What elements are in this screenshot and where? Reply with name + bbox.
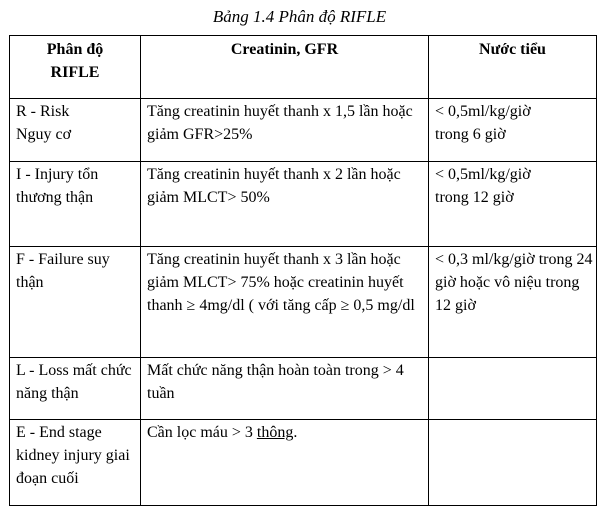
rifle-table bbox=[9, 35, 597, 506]
table-row-loss bbox=[10, 358, 597, 420]
cell-urine: < 0,5ml/kg/giờ trong 12 giờ bbox=[429, 162, 597, 247]
cell-urine bbox=[429, 358, 597, 420]
cell-grade: R - Risk Nguy cơ bbox=[10, 99, 141, 162]
cell-urine bbox=[429, 420, 597, 506]
table-header-row bbox=[10, 36, 597, 99]
cell-urine: < 0,3 ml/kg/giờ trong 24 giờ hoặc vô niệu trong 12 giờ bbox=[429, 247, 597, 358]
header-creatinin: Creatinin, GFR bbox=[141, 36, 429, 99]
cell-creatinin: Tăng creatinin huyết thanh x 1,5 lần hoặc giảm GFR>25% bbox=[141, 99, 429, 162]
cell-creatinin: Tăng creatinin huyết thanh x 2 lần hoặc giảm MLCT> 50% bbox=[141, 162, 429, 247]
cell-grade: E - End stage kidney injury giai đoạn cuối bbox=[10, 420, 141, 506]
table-row-end-stage bbox=[10, 420, 597, 506]
cell-creatinin: Cần lọc máu > 3 thông. bbox=[141, 420, 429, 506]
table-row-injury bbox=[10, 162, 597, 247]
cell-grade: I - Injury tổn thương thận bbox=[10, 162, 141, 247]
cell-urine: < 0,5ml/kg/giờ trong 6 giờ bbox=[429, 99, 597, 162]
header-grade: Phân độ RIFLE bbox=[10, 36, 141, 99]
table-row-risk bbox=[10, 99, 597, 162]
table-row-failure bbox=[10, 247, 597, 358]
table-caption: Bảng 1.4 Phân độ RIFLE bbox=[212, 7, 387, 26]
header-urine: Nước tiểu bbox=[429, 36, 597, 99]
cell-creatinin: Mất chức năng thận hoàn toàn trong > 4 tuần bbox=[141, 358, 429, 420]
cell-grade: L - Loss mất chức năng thận bbox=[10, 358, 141, 420]
cell-grade: F - Failure suy thận bbox=[10, 247, 141, 358]
cell-creatinin: Tăng creatinin huyết thanh x 3 lần hoặc giảm MLCT> 75% hoặc creatinin huyết thanh ≥ 4mg/dl ( với tăng cấp ≥ 0,5 mg/dl bbox=[141, 247, 429, 358]
underlined-word: thông bbox=[256, 424, 294, 441]
